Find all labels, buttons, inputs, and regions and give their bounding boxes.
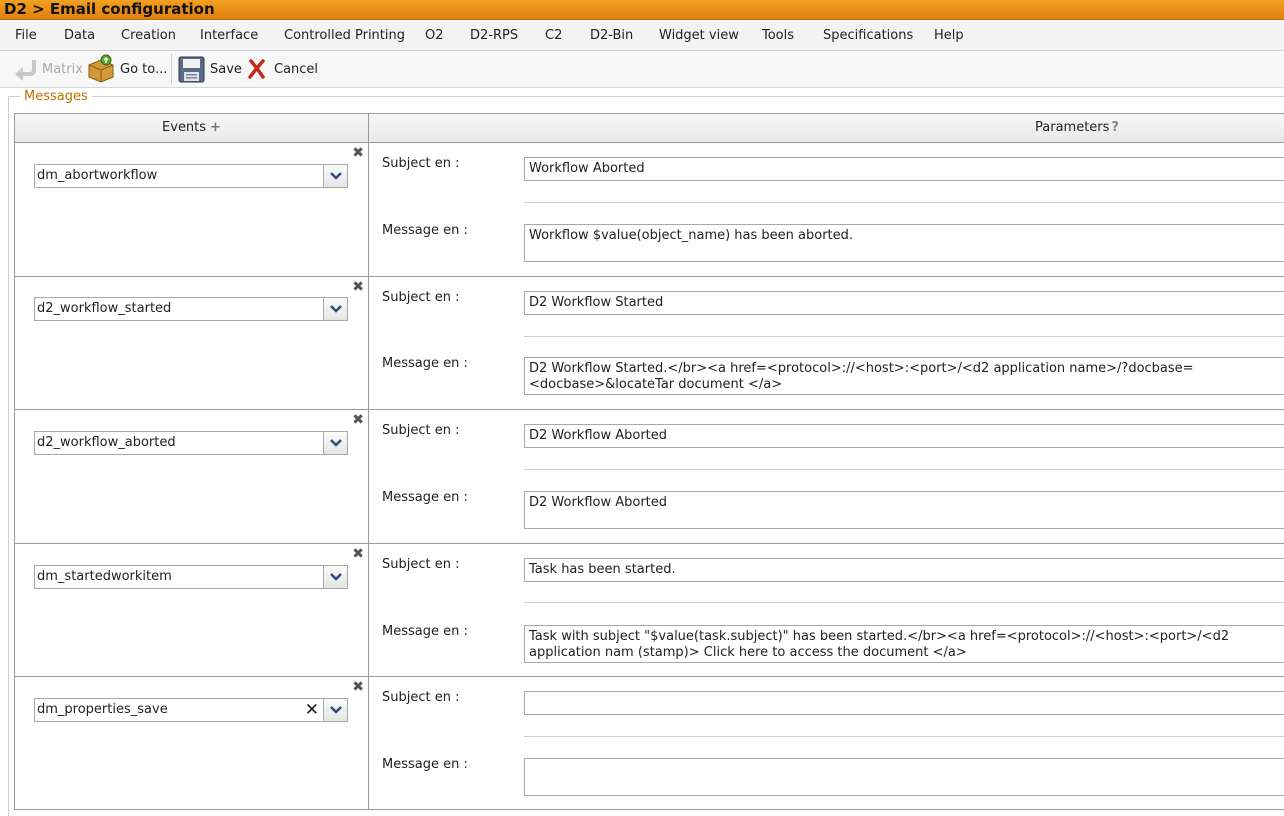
menu-widget-view[interactable]: Widget view [659,28,739,43]
event-combo-value: d2_workflow_started [37,301,172,316]
package-box-icon [86,54,116,84]
remove-row-close-icon[interactable]: ✖ [352,546,364,562]
subject-field[interactable]: D2 Workflow Started [524,291,1284,315]
subject-field[interactable]: D2 Workflow Aborted [524,424,1284,448]
message-field[interactable]: Workflow $value(object_name) has been aborted. [524,224,1284,262]
cancel-label: Cancel [274,61,319,77]
subject-label: Subject en : [382,423,460,438]
event-combo-value: dm_abortworkflow [37,168,158,183]
save-button[interactable] [178,54,242,84]
window-title-bar [0,0,1284,20]
remove-row-close-icon[interactable]: ✖ [352,679,364,695]
event-cell [15,277,369,409]
toolbar [0,51,1284,88]
param-separator [524,336,1284,337]
message-label: Message en : [382,757,468,772]
menu-tools[interactable]: Tools [762,28,795,43]
event-combo[interactable] [34,164,348,188]
help-question-icon[interactable]: ? [1111,120,1119,135]
cancel-button[interactable] [248,54,318,84]
floppy-disk-icon [178,56,205,83]
menu-interface[interactable]: Interface [200,28,259,43]
event-cell [15,677,369,810]
chevron-down-icon[interactable] [323,298,347,320]
chevron-down-icon[interactable] [323,432,347,454]
event-combo-value: dm_properties_save [37,702,168,717]
event-cell [15,410,369,543]
goto-label: Go to... [120,61,168,77]
undo-arrow-icon [12,56,38,82]
message-label: Message en : [382,490,468,505]
remove-row-close-icon[interactable]: ✖ [352,279,364,295]
subject-label: Subject en : [382,690,460,705]
event-combo-value: dm_startedworkitem [37,569,172,584]
grid-header [15,114,1284,143]
message-field[interactable] [524,758,1284,796]
window-title: D2 > Email configuration [4,0,215,18]
menu-o2[interactable]: O2 [425,28,444,43]
event-row [15,544,1284,677]
message-field[interactable]: D2 Workflow Aborted [524,491,1284,529]
remove-row-close-icon[interactable]: ✖ [352,145,364,161]
chevron-down-icon[interactable] [323,699,347,721]
menu-d2-rps[interactable]: D2-RPS [470,28,519,43]
param-separator [524,469,1284,470]
toolbar-separator [171,54,172,84]
menu-data[interactable]: Data [64,28,96,43]
events-header-label: Events [162,120,207,135]
menu-d2-bin[interactable]: D2-Bin [590,28,634,43]
save-label: Save [210,61,242,77]
parameters-column-header [1035,114,1119,142]
menu-controlled-printing[interactable]: Controlled Printing [284,28,405,43]
chevron-down-icon[interactable] [323,566,347,588]
remove-row-close-icon[interactable]: ✖ [352,412,364,428]
event-cell [15,143,369,276]
subject-label: Subject en : [382,557,460,572]
menu-bar [0,22,1284,51]
message-label: Message en : [382,223,468,238]
menu-c2[interactable]: C2 [545,28,563,43]
parameters-header-label: Parameters [1035,120,1110,135]
param-separator [524,736,1284,737]
event-combo[interactable] [34,698,348,722]
param-separator [524,602,1284,603]
subject-field[interactable]: Task has been started. [524,558,1284,582]
subject-label: Subject en : [382,156,460,171]
event-row [15,410,1284,544]
goto-button[interactable] [86,54,167,84]
matrix-button[interactable] [12,54,83,84]
subject-field[interactable] [524,691,1284,715]
event-row [15,277,1284,410]
param-separator [524,202,1284,203]
messages-grid [14,113,1284,810]
chevron-down-icon[interactable] [323,165,347,187]
event-combo[interactable] [34,297,348,321]
messages-legend: Messages [20,89,92,104]
message-field[interactable]: D2 Workflow Started.</br><a href=<protocol>://<host>:<port>/<d2 application name>/?docbase=<docbase>&locateTar document </a> [524,357,1284,395]
menu-specifications[interactable]: Specifications [823,28,914,43]
event-cell [15,544,369,676]
events-column-header [15,114,369,142]
cancel-x-icon [248,59,266,79]
message-label: Message en : [382,624,468,639]
event-row [15,677,1284,810]
subject-field[interactable]: Workflow Aborted [524,157,1284,181]
menu-help[interactable]: Help [934,28,964,43]
clear-input-x-icon[interactable]: ✕ [304,700,319,720]
message-field[interactable]: Task with subject "$value(task.subject)" has been started.</br><a href=<protocol>://<host>:<port>/<d2 application nam (stamp)> Click here to access the document </a> [524,625,1284,663]
message-label: Message en : [382,356,468,371]
menu-file[interactable]: File [15,28,37,43]
menu-creation[interactable]: Creation [121,28,177,43]
subject-label: Subject en : [382,290,460,305]
matrix-label: Matrix [42,61,83,77]
event-combo-value: d2_workflow_aborted [37,435,176,450]
add-event-plus-icon[interactable]: + [210,120,221,135]
event-combo[interactable] [34,431,348,455]
event-combo[interactable] [34,565,348,589]
event-row [15,143,1284,277]
